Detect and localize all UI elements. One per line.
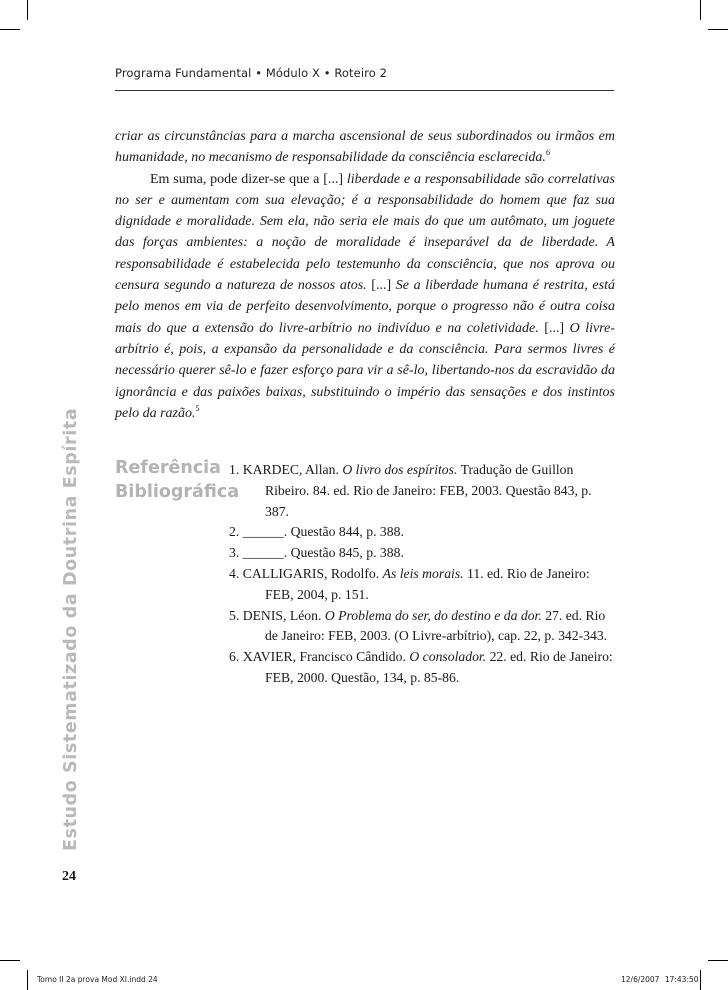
reference-item [229, 606, 617, 648]
crop-mark [700, 0, 701, 20]
body-text [115, 126, 615, 424]
reference-item [229, 543, 617, 564]
crop-mark [708, 960, 728, 961]
print-slug-file: Tomo II 2a prova Mod XI.indd 24 [37, 975, 158, 984]
crop-mark [708, 29, 728, 30]
reference-text: 4. CALLIGARIS, Rodolfo. [229, 565, 383, 581]
header-rule [115, 90, 614, 91]
crop-mark [700, 970, 701, 990]
reference-item [229, 522, 617, 543]
quote-1: liberdade e a responsabilidade são correlativas no ser e aumentam com sua elevação; é a responsabilidade do homem que faz sua dignidade e moralidade. Sem ela, não seria ele mais do que um autômato, um joguete das forças ambientes: a noção de moralidade é inseparável da de liberdade. A responsabilidade é estabelecida pelo testemunho da consciência, que nos aprova ou censura segundo a natureza de nossos atos. [115, 171, 615, 294]
crop-mark [0, 29, 20, 30]
ellipsis-3: [...] [544, 320, 565, 336]
quote-3: O livre-arbítrio é, pois, a expansão da personalidade e da consciência. Para sermos livres é necessário querer sê-lo e fazer esforço para vir a sê-lo, libertando-nos da escravidão da ignorância e das paixões baixas, substituindo o império das sensações e dos instintos pelo da razão. [115, 320, 615, 421]
reference-text: 3. ______. Questão 845, p. 388. [229, 545, 404, 561]
paragraph-2-intro: Em suma, pode dizer-se que a [150, 171, 324, 187]
reference-item [229, 647, 617, 689]
reference-title: O livro dos espíritos. [342, 462, 458, 477]
running-header: Programa Fundamental • Módulo X • Roteiro 2 [115, 66, 388, 80]
paragraph-1-text: criar as circunstâncias para a marcha ascensional de seus subordinados ou irmãos em humanidade, no mecanismo de responsabilidade da consciência esclarecida. [115, 129, 615, 166]
reference-title: O consolador. [409, 649, 487, 665]
reference-text: 27. ed. Rio de Janeiro: FEB, 2003. (O Livre-arbítrio), cap. 22, p. 342-343. [265, 607, 608, 644]
crop-mark [27, 0, 28, 20]
paragraph-1 [115, 126, 615, 169]
side-title: Estudo Sistematizado da Doutrina Espírita [61, 407, 81, 851]
ellipsis-1: [...] [323, 171, 344, 187]
quote-2: Se a liberdade humana é restrita, está pelo menos em via de perfeito desenvolvimento, porque o progresso não é outra coisa mais do que a extensão do livre-arbítrio no indivíduo e na coletividade. [115, 278, 615, 336]
reference-text: 5. DENIS, Léon. [229, 607, 325, 623]
ellipsis-2: [...] [371, 278, 392, 294]
reference-item [229, 460, 617, 522]
reference-text: 6. XAVIER, Francisco Cândido. [229, 649, 410, 665]
reference-list [229, 460, 617, 689]
reference-item [229, 564, 617, 606]
reference-text: 11. ed. Rio de Janeiro: FEB, 2004, p. 151. [265, 565, 590, 602]
page-number: 24 [62, 869, 76, 884]
crop-mark [0, 960, 20, 961]
paragraph-2 [115, 169, 615, 425]
print-slug-datetime: 12/6/2007 17:43:50 [621, 975, 699, 984]
references-heading-line2: Bibliográfica [115, 482, 240, 502]
footnote-ref-5: 5 [195, 403, 200, 413]
footnote-ref-6: 6 [545, 148, 550, 158]
reference-text: 1. KARDEC, Allan. [229, 462, 343, 477]
references-heading [115, 456, 239, 504]
crop-mark [27, 970, 28, 990]
reference-title: As leis morais. [382, 565, 464, 581]
references-heading-line1: Referência [115, 458, 221, 478]
reference-title: O Problema do ser, do destino e da dor. [324, 607, 542, 623]
reference-text: Tradução de Guillon Ribeiro. 84. ed. Rio de Janeiro: FEB, 2003. Questão 843, p. 387. [265, 462, 592, 519]
reference-text: 22. ed. Rio de Janeiro: FEB, 2000. Questão, 134, p. 85-86. [265, 649, 613, 685]
reference-text: 2. ______. Questão 844, p. 388. [229, 524, 404, 540]
